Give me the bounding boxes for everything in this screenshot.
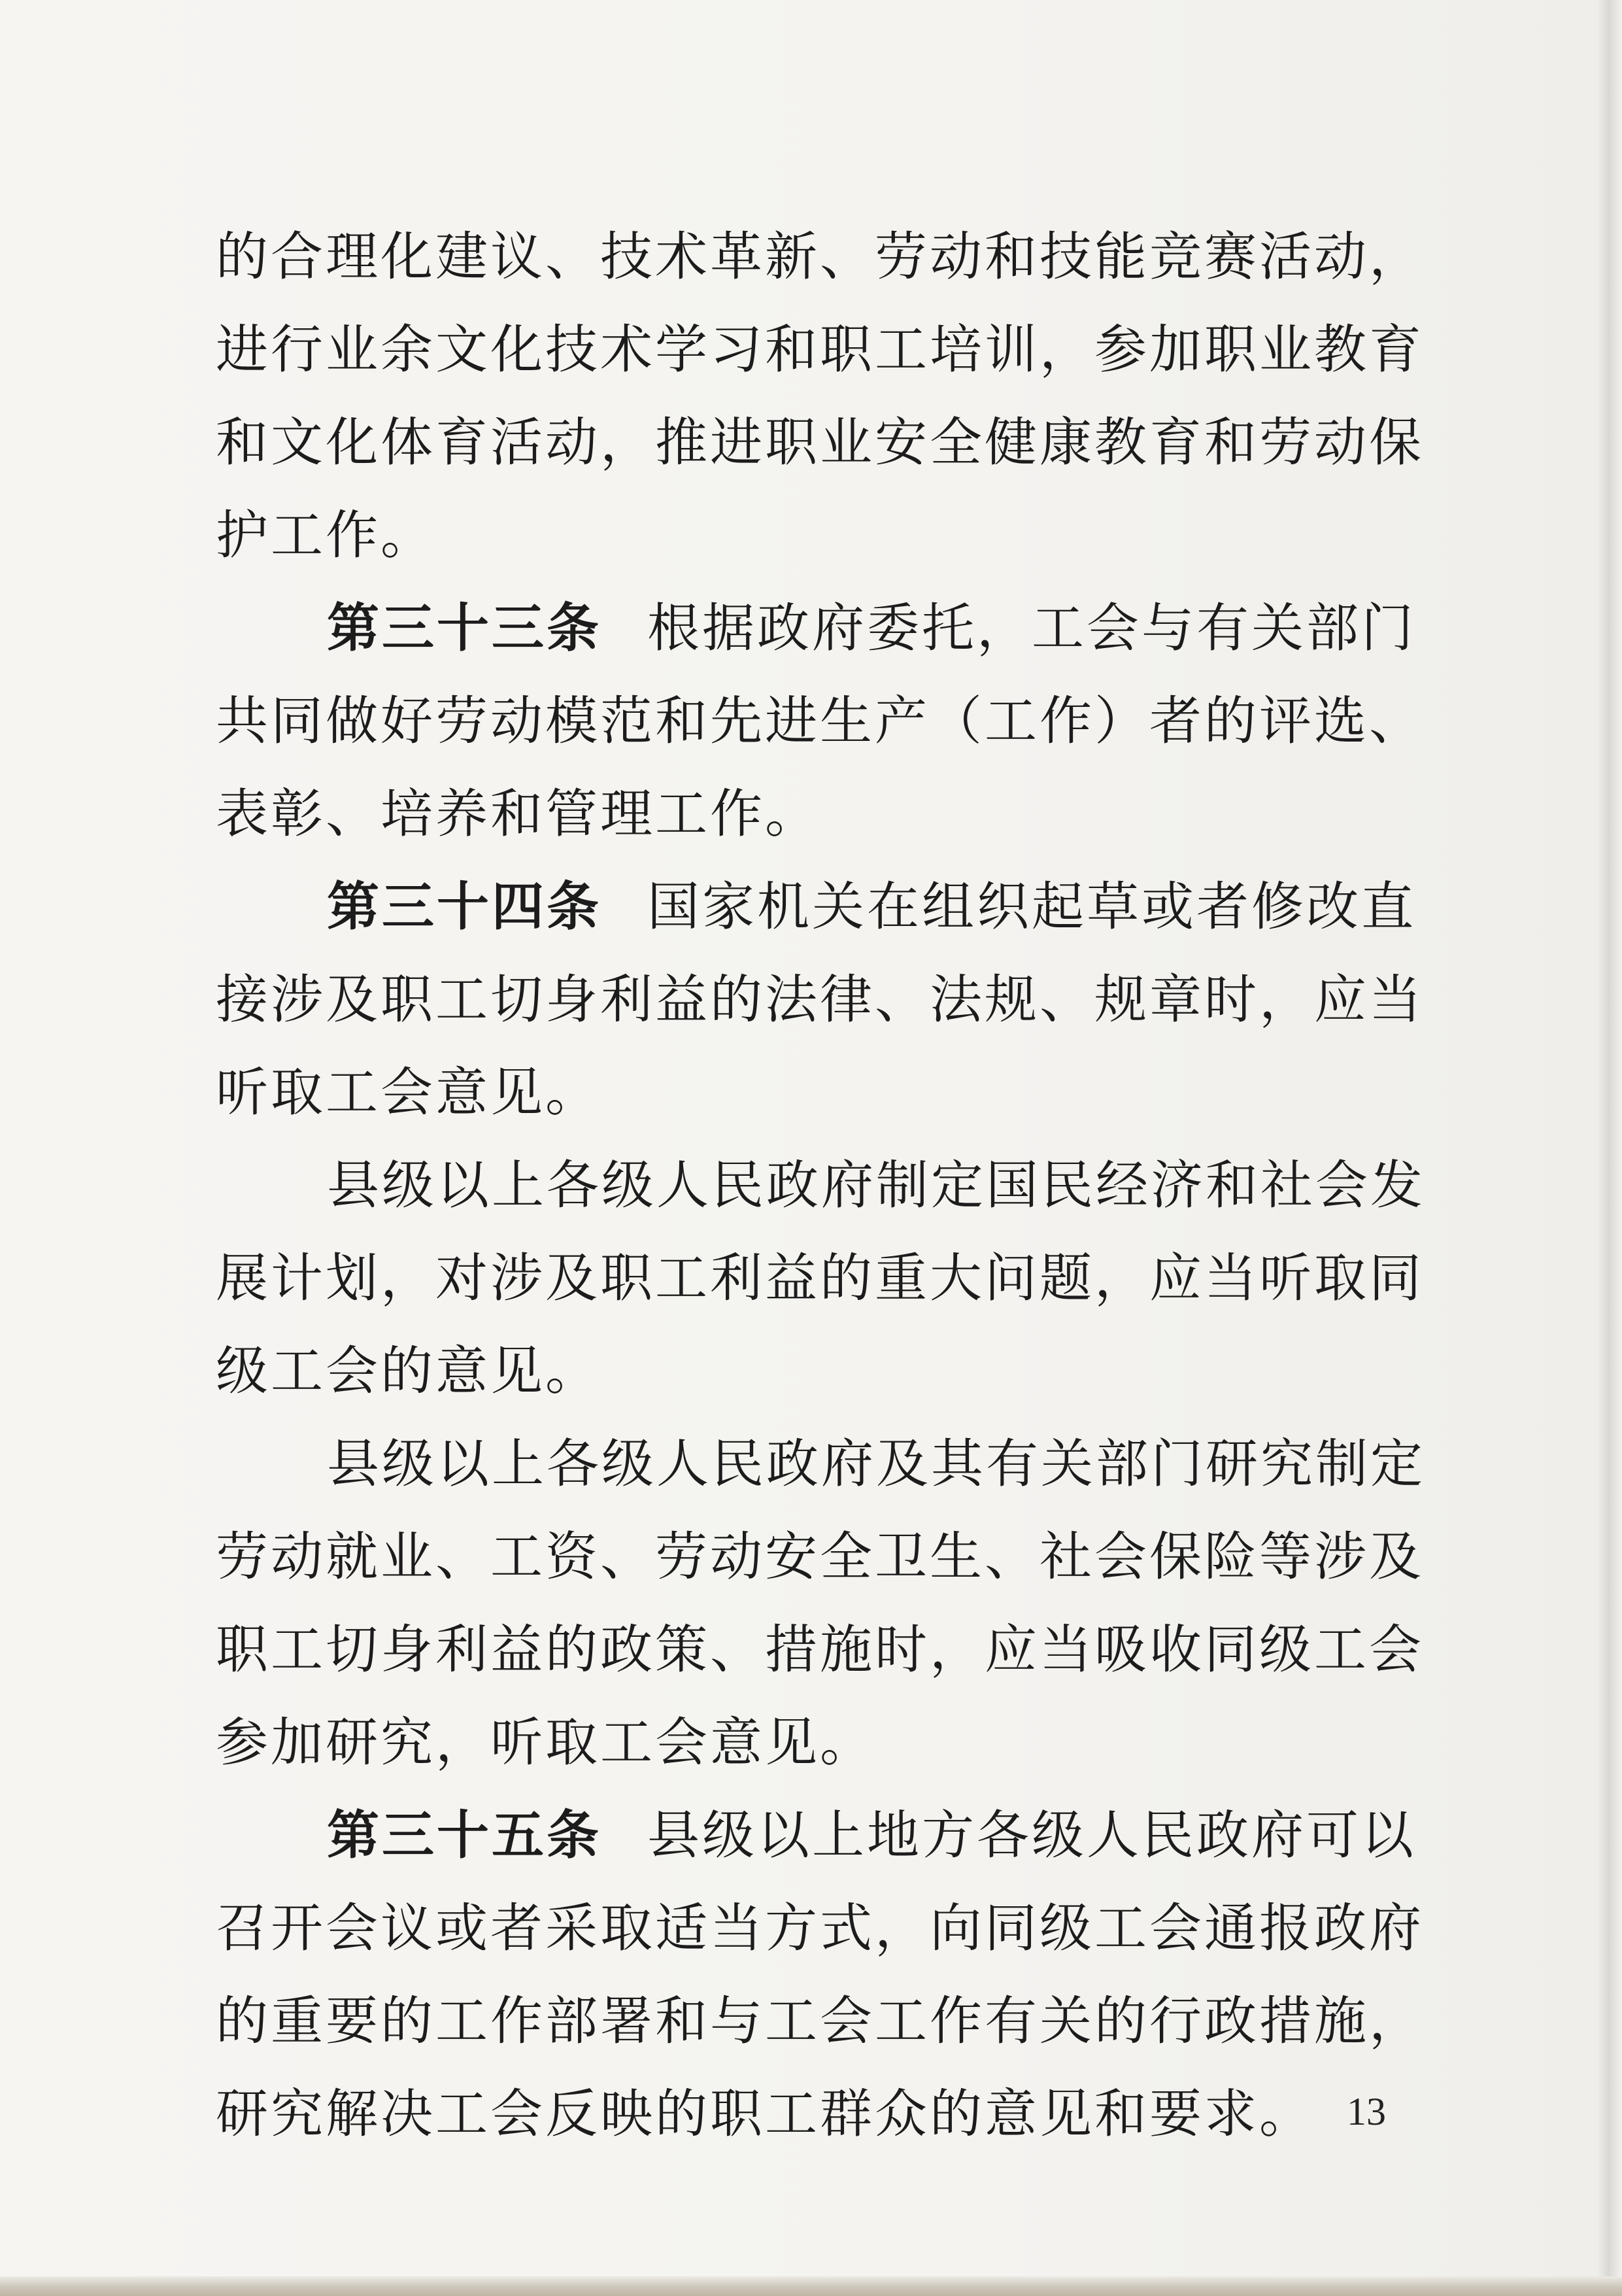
line-text: 表彰、培养和管理工作。 <box>216 783 820 844</box>
line-text: 县级以上各级人民政府及其有关部门研究制定 <box>327 1433 1425 1494</box>
text-line <box>216 1325 1393 1418</box>
text-line <box>216 953 1424 1046</box>
text-line <box>216 675 1424 768</box>
line-text: 召开会议或者采取适当方式，向同级工会通报政府 <box>216 1898 1424 1959</box>
line-text: 劳动就业、工资、劳动安全卫生、社会保险等涉及 <box>216 1526 1424 1587</box>
text-line <box>216 211 1424 303</box>
line-text: 的合理化建议、技术革新、劳动和技能竞赛活动， <box>216 226 1424 287</box>
line-text: 护工作。 <box>216 505 435 566</box>
line-text: 参加研究，听取工会意见。 <box>216 1712 875 1773</box>
line-text: 共同做好劳动模范和先进生产（工作）者的评选、 <box>216 691 1424 751</box>
line-text: 听取工会意见。 <box>216 1062 600 1123</box>
text-line <box>216 768 1393 861</box>
line-text: 级工会的意见。 <box>216 1341 600 1401</box>
page-right-edge <box>1597 0 1622 2296</box>
page-bottom-edge <box>0 2276 1622 2296</box>
article-title: 第三十四条 <box>327 876 601 937</box>
line-text: 接涉及职工切身利益的法律、法规、规章时，应当 <box>216 969 1424 1030</box>
text-line <box>216 1603 1424 1696</box>
line-text: 进行业余文化技术学习和职工培训，参加职业教育 <box>216 319 1424 380</box>
line-text: 和文化体育活动，推进职业安全健康教育和劳动保 <box>216 412 1424 473</box>
text-line <box>216 1046 1393 1139</box>
text-line <box>216 1232 1424 1325</box>
body-text <box>216 211 1425 2161</box>
text-line <box>216 1975 1424 2068</box>
text-line <box>216 1418 1425 1511</box>
article-title: 第三十五条 <box>327 1805 601 1866</box>
text-line <box>216 1789 1416 1882</box>
text-line <box>216 2068 1393 2161</box>
line-text: 国家机关在组织起草或者修改直 <box>647 876 1416 937</box>
text-line <box>216 396 1424 489</box>
text-line <box>216 1511 1424 1603</box>
line-text: 研究解决工会反映的职工群众的意见和要求。 <box>216 2083 1314 2144</box>
page-number: 13 <box>1347 2090 1386 2133</box>
line-text: 的重要的工作部署和与工会工作有关的行政措施， <box>216 1991 1424 2051</box>
text-line <box>216 303 1424 396</box>
line-text: 职工切身利益的政策、措施时，应当吸收同级工会 <box>216 1619 1424 1680</box>
text-line <box>216 1696 1393 1789</box>
line-text: 县级以上地方各级人民政府可以 <box>647 1805 1416 1866</box>
line-text: 县级以上各级人民政府制定国民经济和社会发 <box>327 1155 1425 1216</box>
text-line <box>216 861 1416 953</box>
text-line <box>216 1139 1425 1232</box>
line-text: 展计划，对涉及职工利益的重大问题，应当听取同 <box>216 1248 1424 1309</box>
text-line <box>216 489 1393 582</box>
line-text: 根据政府委托，工会与有关部门 <box>647 598 1416 659</box>
article-title: 第三十三条 <box>327 598 601 659</box>
text-line <box>216 582 1416 675</box>
text-line <box>216 1882 1424 1975</box>
